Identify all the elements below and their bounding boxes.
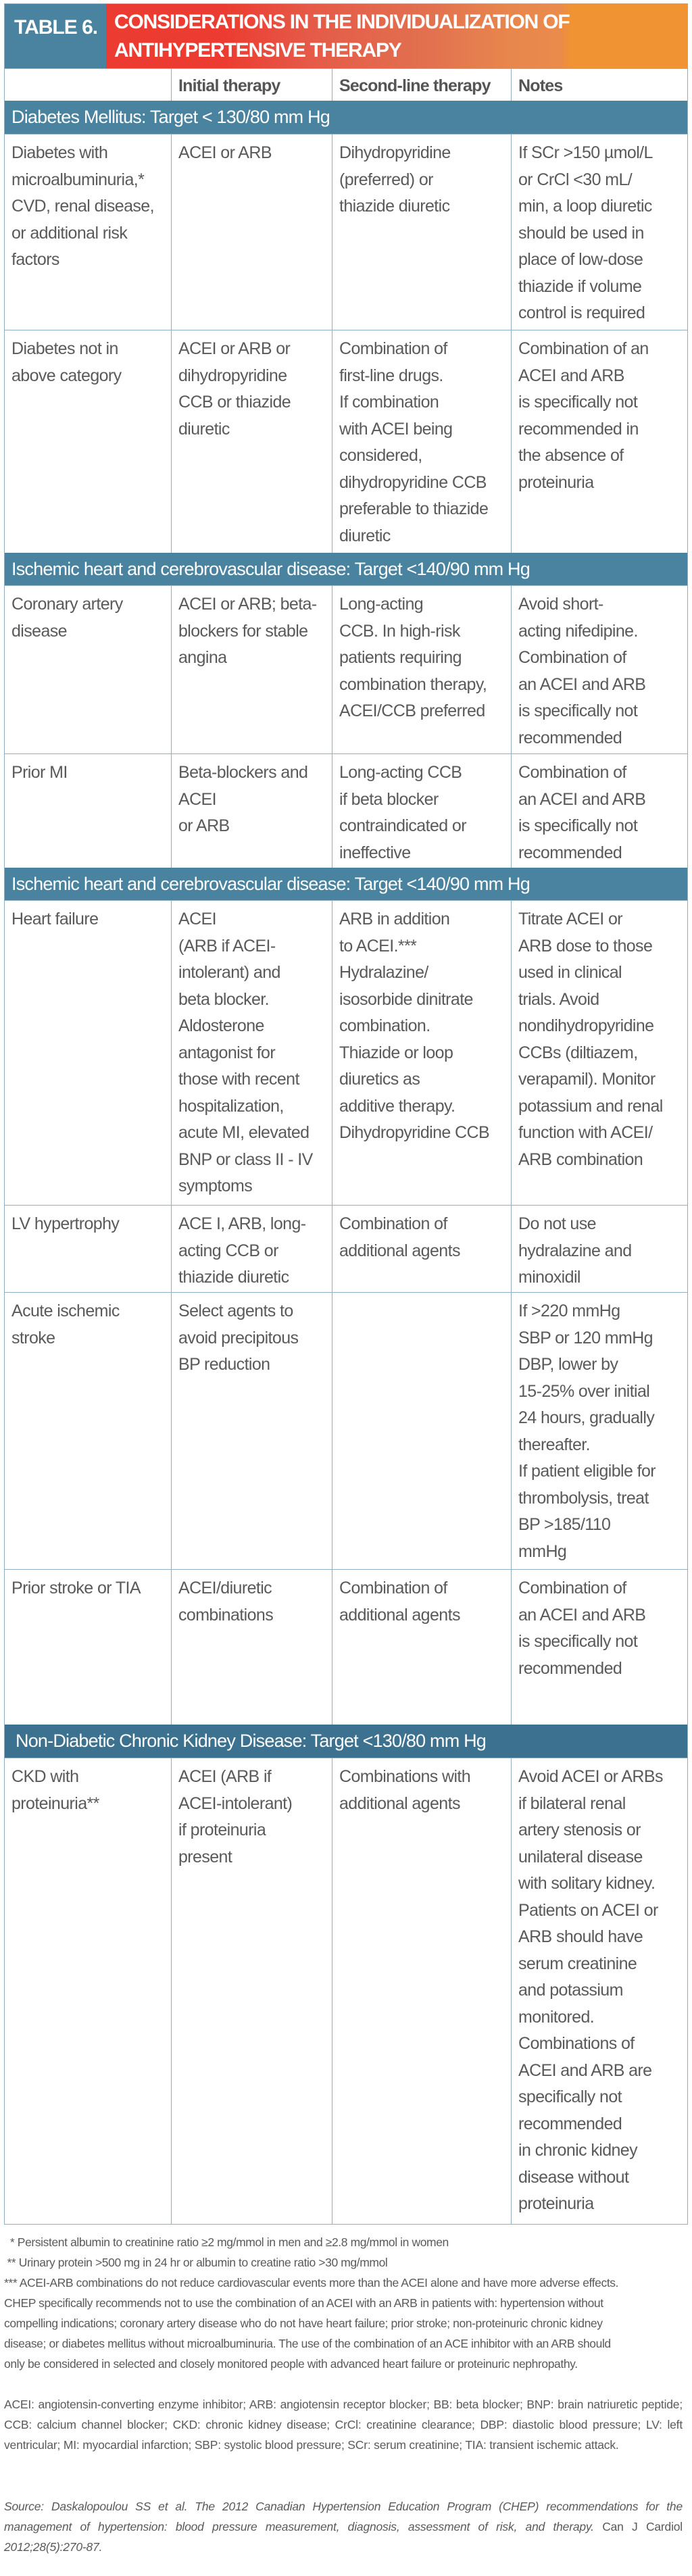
cell-line: proteinuria** xyxy=(11,1793,99,1813)
table-title-line: CONSIDERATIONS IN THE INDIVIDUALIZATION OF xyxy=(114,11,570,33)
cell-line: Avoid short- xyxy=(518,595,603,614)
cell-line: specifically not xyxy=(518,2087,622,2106)
cell-line: Select agents to xyxy=(178,1302,293,1320)
cell-line: Combination of xyxy=(339,1579,447,1597)
cell-line: If combination xyxy=(339,393,439,412)
cell-notes xyxy=(511,754,687,868)
cell-line: verapamil). Monitor xyxy=(518,1070,656,1089)
abbreviations: ACEI: angiotensin-converting enzyme inhibitor; ARB: angiotensin receptor blocker; BB: beta blocker; BNP: brain natriuretic peptide; CCB: calcium channel blocker; CKD: chronic kidney disease; CrCl: creatinine clearance; DBP: diastolic blood pressure; LV: left ventricular; MI: myocardial infarction; SBP: systolic blood pressure; SCr: serum creatinine; TIA: transient ischemic attack. xyxy=(4,2398,683,2452)
cell-line: with solitary kidney. xyxy=(518,1874,656,1893)
cell-line: nondihydropyridine xyxy=(518,1016,654,1035)
cell-line: those with recent xyxy=(178,1070,299,1089)
cell-line: Prior stroke or TIA xyxy=(11,1579,141,1597)
cell-second-line-therapy xyxy=(332,754,511,868)
cell-line: thiazide diuretic xyxy=(339,197,450,216)
cell-initial-therapy xyxy=(171,1758,332,2224)
cell-line: CVD, renal disease, xyxy=(11,197,154,216)
cell-line: Dihydropyridine xyxy=(339,143,451,162)
cell-line: Beta-blockers and xyxy=(178,763,308,782)
cell-initial-therapy xyxy=(171,1570,332,1725)
cell-line: thrombolysis, treat xyxy=(518,1488,649,1508)
cell-line: ACEI or ARB or xyxy=(178,339,291,358)
cell-line: isosorbide dinitrate xyxy=(339,989,473,1009)
cell-line: Combination of xyxy=(518,763,626,782)
cell-second-line-therapy xyxy=(332,901,511,1205)
cell-line: ACEI and ARB xyxy=(518,366,624,385)
cell-notes xyxy=(511,1758,687,2224)
table-row xyxy=(5,134,687,330)
cell-line: Acute ischemic xyxy=(11,1302,120,1320)
cell-second-line-therapy xyxy=(332,1206,511,1292)
cell-line: and potassium xyxy=(518,1981,623,2000)
source-citation xyxy=(4,2496,683,2557)
column-header-row xyxy=(5,68,687,101)
cell-second-line-therapy xyxy=(332,586,511,753)
cell-line: ACEI-intolerant) xyxy=(178,1793,293,1813)
cell-line: BNP or class II - IV xyxy=(178,1149,313,1169)
footnotes xyxy=(4,2232,683,2374)
cell-line: If >220 mmHg xyxy=(518,1302,620,1320)
cell-line: an ACEI and ARB xyxy=(518,1605,646,1625)
cell-line: the absence of xyxy=(518,446,624,465)
cell-line: CCB. In high-risk xyxy=(339,621,460,641)
table-title-line: ANTIHYPERTENSIVE THERAPY xyxy=(114,39,401,61)
cell-line: disease without xyxy=(518,2167,629,2187)
cell-line: ACE I, ARB, long- xyxy=(178,1214,306,1233)
cell-line: is specifically not xyxy=(518,1632,638,1651)
cell-line: thiazide if volume xyxy=(518,276,642,296)
cell-line: minoxidil xyxy=(518,1268,580,1287)
cell-line: Dihydropyridine CCB xyxy=(339,1123,490,1142)
cell-condition xyxy=(5,330,171,553)
cell-line: in chronic kidney xyxy=(518,2141,638,2160)
footnote-line: only be considered in selected and closely monitored people with advanced heart failure or proteinuric nephropathy. xyxy=(4,2357,578,2371)
cell-line: ACEI xyxy=(178,789,216,809)
cell-line: recommended xyxy=(518,728,622,747)
cell-line: used in clinical xyxy=(518,963,622,982)
cell-line: CCBs (diltiazem, xyxy=(518,1043,638,1062)
cell-line: proteinuria xyxy=(518,2194,594,2213)
cell-line: Diabetes not in xyxy=(11,339,118,358)
cell-line: combination therapy, xyxy=(339,674,487,694)
cell-line: control is required xyxy=(518,303,645,322)
cell-line: avoid precipitous xyxy=(178,1328,299,1347)
cell-line: first-line drugs. xyxy=(339,366,443,385)
cell-line: diuretic xyxy=(178,419,230,439)
cell-line: function with ACEI/ xyxy=(518,1123,653,1142)
cell-line: ARB combination xyxy=(518,1149,643,1169)
cell-line: antagonist for xyxy=(178,1043,276,1062)
table-number: TABLE 6. xyxy=(5,4,106,68)
cell-line: acting nifedipine. xyxy=(518,621,638,641)
cell-line: additive therapy. xyxy=(339,1096,455,1116)
cell-line: should be used in xyxy=(518,223,644,243)
cell-line: acting CCB or xyxy=(178,1241,278,1260)
cell-line: Long-acting CCB xyxy=(339,763,462,782)
table-row xyxy=(5,1205,687,1292)
cell-line: diuretics as xyxy=(339,1070,420,1089)
cell-line: BP >185/110 xyxy=(518,1515,611,1534)
cell-notes xyxy=(511,1206,687,1292)
cell-line: Combinations with xyxy=(339,1767,471,1786)
cell-condition xyxy=(5,1758,171,2224)
cell-line: ACEI or ARB xyxy=(178,143,272,162)
footnote-line: * Persistent albumin to creatinine ratio ≥2 mg/mmol in men and ≥2.8 mg/mmol in women xyxy=(4,2235,449,2249)
cell-line: if bilateral renal xyxy=(518,1793,626,1813)
cell-line: trials. Avoid xyxy=(518,989,599,1009)
cell-line: artery stenosis or xyxy=(518,1820,641,1839)
cell-line: is specifically not xyxy=(518,393,638,412)
cell-line: additional agents xyxy=(339,1241,460,1260)
cell-condition xyxy=(5,1206,171,1292)
cell-line: Long-acting xyxy=(339,595,424,614)
cell-line: DBP, lower by xyxy=(518,1355,618,1374)
cell-line: ACEI xyxy=(178,910,216,928)
cell-line: Combination of xyxy=(518,648,626,667)
cell-line: Thiazide or loop xyxy=(339,1043,453,1062)
cell-line: Combination of xyxy=(518,1579,626,1597)
cell-line: unilateral disease xyxy=(518,1847,643,1866)
cell-line: if beta blocker xyxy=(339,789,439,809)
source-journal: Can J Cardiol xyxy=(602,2520,683,2533)
cell-line: serum creatinine xyxy=(518,1954,637,1973)
cell-initial-therapy xyxy=(171,330,332,553)
cell-notes xyxy=(511,134,687,330)
table-row xyxy=(5,1758,687,2224)
cell-condition xyxy=(5,1570,171,1725)
cell-line: or CrCl <30 mL/ xyxy=(518,170,633,189)
cell-line: (ARB if ACEI- xyxy=(178,936,276,956)
cell-line: recommended in xyxy=(518,419,639,439)
cell-line: ARB in addition xyxy=(339,910,450,928)
column-header-notes: Notes xyxy=(511,69,687,101)
cell-line: Do not use xyxy=(518,1214,596,1233)
table-row xyxy=(5,900,687,1205)
cell-line: or additional risk xyxy=(11,223,128,243)
cell-line: recommended xyxy=(518,1658,622,1678)
cell-line: blockers for stable xyxy=(178,621,308,641)
cell-second-line-therapy xyxy=(332,1758,511,2224)
cell-line: place of low-dose xyxy=(518,250,643,269)
cell-line: microalbuminuria,* xyxy=(11,170,145,189)
cell-line: additional agents xyxy=(339,1793,460,1813)
cell-line: CCB or thiazide xyxy=(178,393,291,412)
cell-notes xyxy=(511,330,687,553)
cell-line: diuretic xyxy=(339,526,391,545)
footnote-line: CHEP specifically recommends not to use the combination of an ACEI with an ARB in patients with: hypertension without xyxy=(4,2296,603,2310)
cell-line: SBP or 120 mmHg xyxy=(518,1328,653,1347)
cell-line: Aldosterone xyxy=(178,1016,264,1035)
cell-line: 15-25% over initial xyxy=(518,1381,650,1401)
cell-line: mmHg xyxy=(518,1541,567,1561)
cell-line: ACEI/CCB preferred xyxy=(339,701,485,720)
cell-notes xyxy=(511,586,687,753)
cell-condition xyxy=(5,1293,171,1569)
cell-second-line-therapy xyxy=(332,1570,511,1725)
cell-line: (preferred) or xyxy=(339,170,433,189)
cell-line: ACEI (ARB if xyxy=(178,1767,272,1786)
cell-line: factors xyxy=(11,250,59,269)
cell-line: contraindicated or xyxy=(339,816,466,835)
cell-initial-therapy xyxy=(171,586,332,753)
cell-line: disease xyxy=(11,621,67,641)
cell-line: thereafter. xyxy=(518,1435,590,1454)
cell-line: Combinations of xyxy=(518,2034,635,2053)
column-header-initial-therapy: Initial therapy xyxy=(171,69,332,101)
cell-line: Heart failure xyxy=(11,910,99,928)
cell-line: ACEI or ARB; beta- xyxy=(178,595,317,614)
considerations-table xyxy=(4,3,688,2225)
cell-line: symptoms xyxy=(178,1176,253,1195)
cell-line: above category xyxy=(11,366,122,385)
cell-line: ARB dose to those xyxy=(518,936,653,956)
cell-line: combinations xyxy=(178,1605,274,1625)
cell-line: hospitalization, xyxy=(178,1096,284,1116)
column-header-condition xyxy=(5,69,171,101)
cell-line: recommended xyxy=(518,2114,622,2133)
cell-line: hydralazine and xyxy=(518,1241,632,1260)
cell-line: preferable to thiazide xyxy=(339,499,489,518)
cell-line: Prior MI xyxy=(11,763,68,782)
table-title xyxy=(106,4,687,68)
table-row xyxy=(5,753,687,868)
cell-line: LV hypertrophy xyxy=(11,1214,120,1233)
cell-line: ACEI/diuretic xyxy=(178,1579,272,1597)
cell-line: combination. xyxy=(339,1016,430,1035)
cell-line: proteinuria xyxy=(518,472,594,492)
cell-line: stroke xyxy=(11,1328,55,1347)
source-text: Source: Daskalopoulou SS et al. The 2012 Canadian Hypertension Education Program (CHEP) recommendations for the management of hypertension: blood pressure measurement, diagnosis, assessment of risk, and therapy. xyxy=(4,2500,683,2533)
footnote-line: ** Urinary protein >500 mg in 24 hr or albumin to creatine ratio >30 mg/mmol xyxy=(4,2256,388,2269)
cell-line: Combination of xyxy=(339,339,447,358)
cell-second-line-therapy xyxy=(332,330,511,553)
source-citation-detail: 2012;28(5):270-87. xyxy=(4,2540,103,2554)
table-row xyxy=(5,1569,687,1725)
cell-notes xyxy=(511,901,687,1205)
cell-line: Combination of xyxy=(339,1214,447,1233)
cell-line: Combination of an xyxy=(518,339,649,358)
table-title-bar xyxy=(5,4,687,68)
footnote-line: compelling indications; coronary artery disease who do not have heart failure; prior stroke; non-proteinuric chronic kidney xyxy=(4,2317,603,2330)
cell-line: present xyxy=(178,1847,232,1866)
cell-initial-therapy xyxy=(171,754,332,868)
cell-line: is specifically not xyxy=(518,816,638,835)
cell-line: considered, xyxy=(339,446,422,465)
cell-line: Avoid ACEI or ARBs xyxy=(518,1767,663,1786)
cell-line: min, a loop diuretic xyxy=(518,197,652,216)
cell-condition xyxy=(5,134,171,330)
cell-line: Coronary artery xyxy=(11,595,123,614)
cell-line: an ACEI and ARB xyxy=(518,789,646,809)
section-heading: Ischemic heart and cerebrovascular disease: Target <140/90 mm Hg xyxy=(5,553,687,585)
cell-condition xyxy=(5,586,171,753)
cell-line: additional agents xyxy=(339,1605,460,1625)
footnote-line: disease; or diabetes mellitus without microalbuminuria. The use of the combination of an ACE inhibitor with an ARB should xyxy=(4,2337,611,2350)
cell-line: dihydropyridine CCB xyxy=(339,472,487,492)
cell-line: 24 hours, gradually xyxy=(518,1408,655,1427)
cell-line: acute MI, elevated xyxy=(178,1123,310,1142)
cell-line: monitored. xyxy=(518,2007,595,2027)
cell-line: BP reduction xyxy=(178,1355,270,1374)
cell-line: CKD with xyxy=(11,1767,79,1786)
section-heading: Diabetes Mellitus: Target < 130/80 mm Hg xyxy=(5,101,687,134)
cell-condition xyxy=(5,754,171,868)
cell-initial-therapy xyxy=(171,1206,332,1292)
cell-line: thiazide diuretic xyxy=(178,1268,289,1287)
footnote-line: *** ACEI-ARB combinations do not reduce cardiovascular events more than the ACEI alone and have more adverse effects. xyxy=(4,2276,619,2289)
table-row xyxy=(5,1292,687,1569)
cell-line: is specifically not xyxy=(518,701,638,720)
cell-line: beta blocker. xyxy=(178,989,269,1009)
cell-line: patients requiring xyxy=(339,648,462,667)
table-row xyxy=(5,330,687,553)
cell-notes xyxy=(511,1293,687,1569)
cell-line: to ACEI.*** xyxy=(339,936,417,956)
cell-second-line-therapy xyxy=(332,134,511,330)
cell-line: an ACEI and ARB xyxy=(518,674,646,694)
cell-line: Hydralazine/ xyxy=(339,963,428,982)
cell-line: angina xyxy=(178,648,227,667)
cell-line: Patients on ACEI or xyxy=(518,1900,658,1920)
cell-line: if proteinuria xyxy=(178,1820,266,1839)
cell-line: recommended xyxy=(518,843,622,862)
cell-line: ARB should have xyxy=(518,1927,643,1946)
cell-line: If patient eligible for xyxy=(518,1462,656,1481)
cell-line: Diabetes with xyxy=(11,143,108,162)
section-heading: Ischemic heart and cerebrovascular disease: Target <140/90 mm Hg xyxy=(5,868,687,900)
cell-line: ACEI and ARB are xyxy=(518,2060,652,2080)
cell-initial-therapy xyxy=(171,901,332,1205)
cell-line: intolerant) and xyxy=(178,963,280,982)
cell-notes xyxy=(511,1570,687,1725)
column-header-second-line-therapy: Second-line therapy xyxy=(332,69,511,101)
cell-initial-therapy xyxy=(171,134,332,330)
table-row xyxy=(5,585,687,753)
cell-initial-therapy xyxy=(171,1293,332,1569)
cell-line: or ARB xyxy=(178,816,230,835)
cell-line: with ACEI being xyxy=(339,419,453,439)
cell-second-line-therapy xyxy=(332,1293,511,1569)
cell-line: Titrate ACEI or xyxy=(518,910,623,928)
cell-line: potassium and renal xyxy=(518,1096,663,1116)
cell-line: ineffective xyxy=(339,843,411,862)
cell-line: If SCr >150 µmol/L xyxy=(518,143,653,162)
cell-condition xyxy=(5,901,171,1205)
cell-line: dihydropyridine xyxy=(178,366,287,385)
section-heading: Non-Diabetic Chronic Kidney Disease: Target <130/80 mm Hg xyxy=(5,1725,687,1758)
